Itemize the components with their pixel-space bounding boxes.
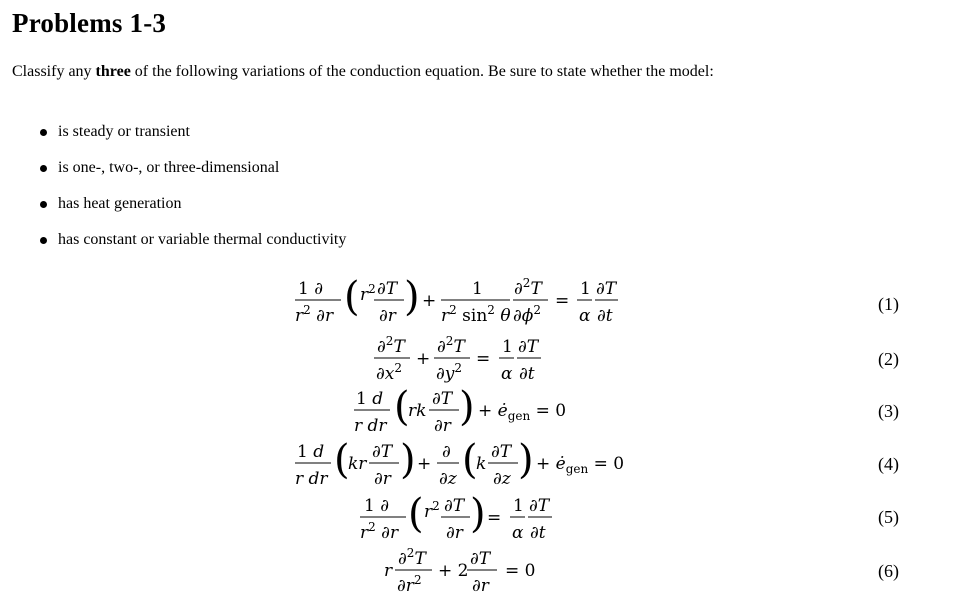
svg-text:∂t: ∂t	[597, 306, 613, 326]
svg-text:α: α	[512, 523, 524, 543]
criteria-item-steady: is steady or transient	[40, 120, 346, 156]
svg-text:∂T: ∂T	[518, 337, 539, 357]
svg-text:∂2T: ∂$^2$T	[514, 276, 542, 299]
svg-text:r: r	[384, 561, 393, 581]
svg-text:1 ∂: 1 ∂	[364, 496, 390, 516]
criteria-item-dimensional: is one-, two-, or three-dimensional	[40, 156, 346, 192]
svg-text:+ ėgen = 0: + $ė_{gen} = 0$	[536, 454, 625, 476]
svg-text:1: 1	[580, 279, 591, 299]
svg-text:=: =	[555, 291, 570, 311]
svg-text:∂2T: ∂$^2$T	[398, 546, 426, 569]
equation-3	[354, 384, 566, 436]
svg-text:∂2T: ∂$^2$T	[377, 334, 405, 357]
svg-text:(: (	[344, 274, 360, 320]
svg-text:∂r: ∂r	[446, 523, 463, 543]
svg-text:∂T: ∂T	[491, 442, 512, 462]
svg-text:∂r: ∂r	[374, 469, 391, 489]
svg-text:∂t: ∂t	[530, 523, 546, 543]
intro-paragraph	[12, 60, 904, 83]
svg-text:∂x2: $\partial x^2$	[376, 361, 403, 384]
equation-number-4: (4)	[878, 454, 899, 474]
svg-text:r2 ∂r: $r^2$ ∂r	[360, 520, 399, 543]
svg-text:∂z: ∂z	[439, 469, 457, 489]
svg-text:∂: ∂	[442, 442, 451, 462]
svg-text:+: +	[422, 291, 437, 311]
equation-number-2: (2)	[878, 349, 899, 369]
svg-text:1 d: 1 d	[356, 389, 384, 409]
svg-text:+ 2: + 2	[438, 561, 469, 581]
svg-text:=: =	[476, 349, 491, 369]
svg-text:1: 1	[502, 337, 513, 357]
svg-text:∂ϕ2: $\partial\phi^2$	[513, 303, 542, 326]
svg-text:=: =	[487, 508, 502, 528]
svg-text:∂r2: $\partial r^2$	[397, 573, 422, 596]
svg-text:(: (	[394, 384, 410, 430]
svg-text:∂T: ∂T	[596, 279, 617, 299]
svg-text:(: (	[408, 491, 424, 537]
svg-text:∂t: ∂t	[519, 364, 535, 384]
equation-6	[384, 546, 535, 596]
svg-text:+: +	[417, 454, 432, 474]
svg-text:(: (	[334, 437, 350, 483]
criteria-item-conductivity: has constant or variable thermal conductivity	[40, 228, 346, 264]
equation-number-6: (6)	[878, 561, 899, 581]
svg-text:+: +	[416, 349, 431, 369]
equation-number-5: (5)	[878, 507, 899, 527]
svg-text:r2: $r^2$	[360, 282, 376, 305]
criteria-item-generation: has heat generation	[40, 192, 346, 228]
equation-number-1: (1)	[878, 294, 899, 314]
svg-text:1: 1	[472, 279, 483, 299]
svg-text:∂T: ∂T	[377, 279, 398, 299]
svg-text:∂z: ∂z	[493, 469, 511, 489]
svg-text:∂2T: ∂$^2$T	[437, 334, 465, 357]
svg-text:1: 1	[513, 496, 524, 516]
svg-text:(: (	[462, 437, 478, 483]
svg-text:): )	[459, 384, 475, 430]
equation-1	[295, 274, 618, 326]
svg-text:∂T: ∂T	[372, 442, 393, 462]
svg-text:1 d: 1 d	[297, 442, 325, 462]
intro-bold-word: three	[95, 63, 131, 80]
svg-text:): )	[518, 437, 534, 483]
svg-text:∂r: ∂r	[472, 576, 489, 596]
svg-text:r dr: r dr	[295, 469, 328, 489]
equations	[0, 270, 967, 600]
svg-text:r2 sin2 θ: $r^2$ $\sin^2 \theta$	[441, 303, 511, 326]
svg-text:+ ėgen = 0: + $ė_{gen} = 0$	[478, 401, 567, 423]
intro-text-2: of the following variations of the conduction equation. Be sure to state whether the model:	[130, 63, 714, 80]
equation-5	[360, 491, 552, 543]
svg-text:): )	[400, 437, 416, 483]
equation-2	[374, 334, 541, 384]
svg-text:∂r: ∂r	[379, 306, 396, 326]
svg-text:∂T: ∂T	[432, 389, 453, 409]
svg-text:rk: rk	[408, 401, 427, 421]
svg-text:r dr: r dr	[354, 416, 387, 436]
criteria-list	[40, 120, 346, 264]
equation-4	[295, 437, 624, 489]
svg-text:α: α	[579, 306, 591, 326]
svg-text:= 0: = 0	[505, 561, 536, 581]
svg-text:∂T: ∂T	[444, 496, 465, 516]
svg-text:kr: kr	[348, 454, 367, 474]
svg-text:k: k	[476, 454, 487, 474]
svg-text:): )	[470, 491, 486, 537]
svg-text:1 ∂: 1 ∂	[298, 279, 324, 299]
svg-text:): )	[404, 274, 420, 320]
svg-text:r2 ∂r: $r^2$ ∂r	[295, 303, 334, 326]
svg-text:r2: $r^2$	[424, 499, 440, 522]
svg-text:α: α	[501, 364, 513, 384]
page-title: Problems 1-3	[12, 8, 167, 38]
svg-text:∂T: ∂T	[529, 496, 550, 516]
svg-text:∂r: ∂r	[434, 416, 451, 436]
equation-number-3: (3)	[878, 401, 899, 421]
intro-text-1: Classify any	[12, 63, 96, 80]
svg-text:∂T: ∂T	[470, 549, 491, 569]
svg-text:∂y2: $\partial y^2$	[436, 361, 463, 384]
